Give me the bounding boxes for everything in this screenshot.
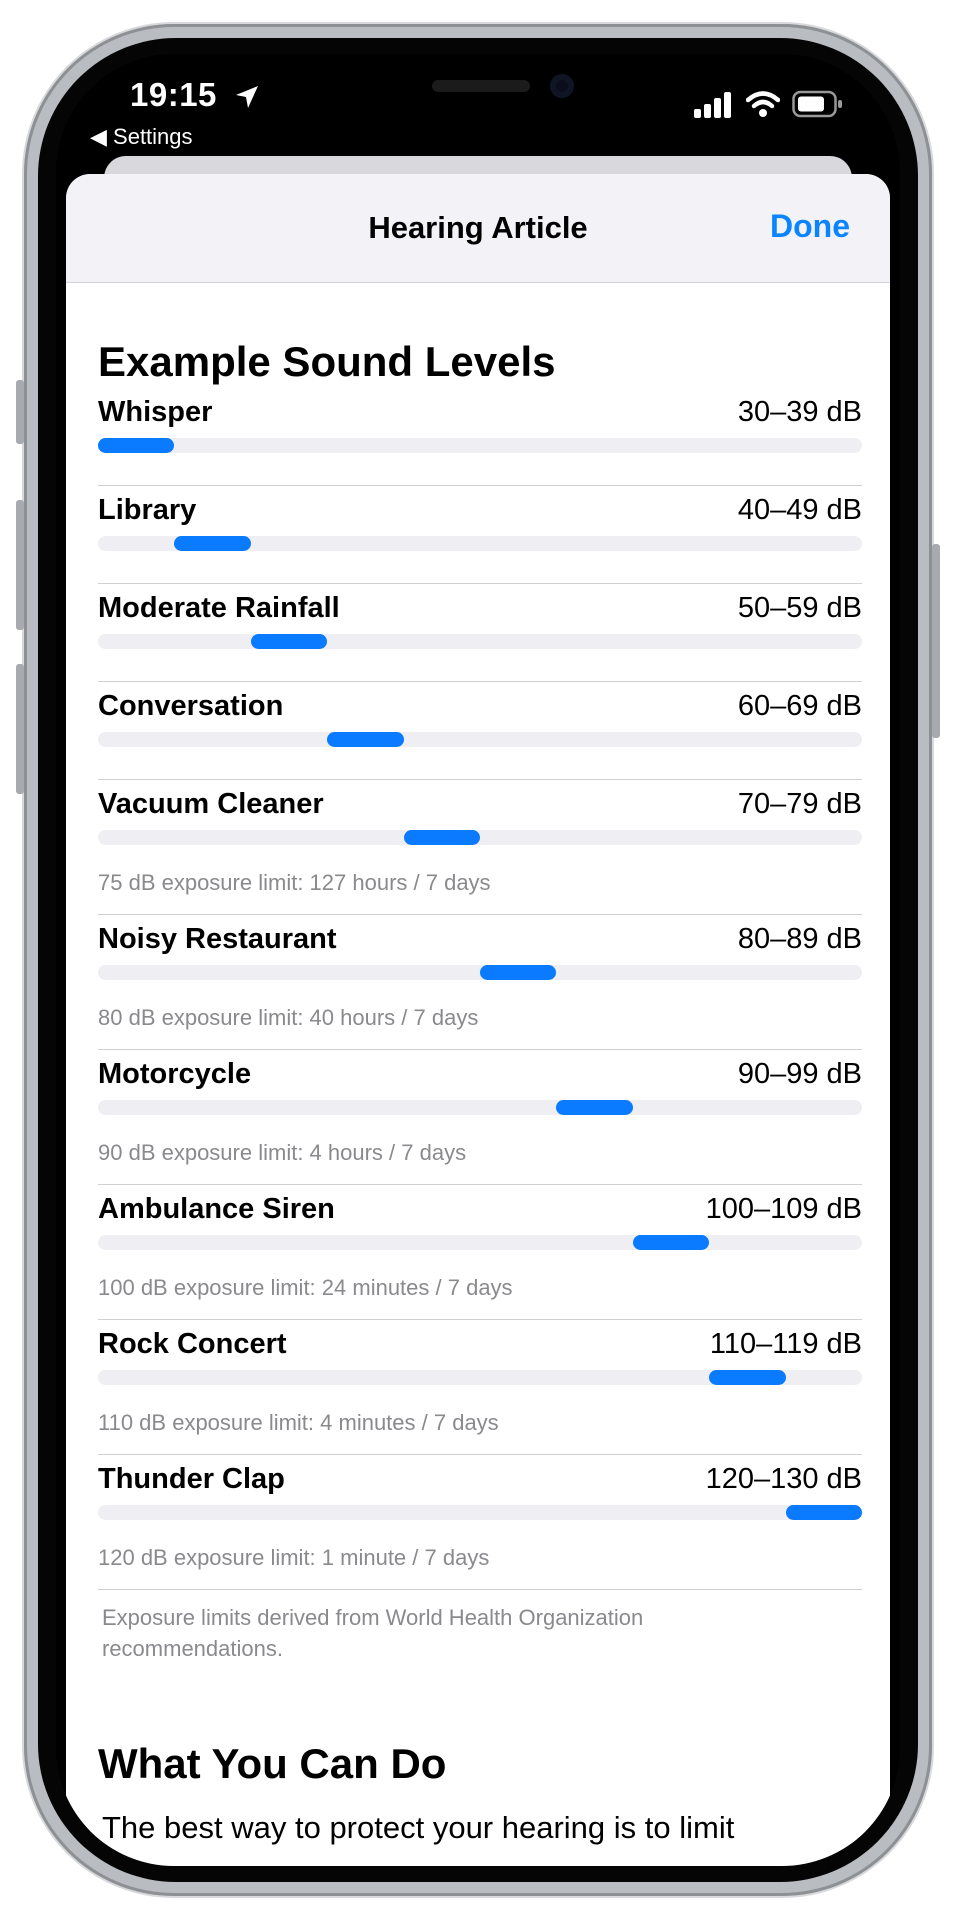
section-title-sound-levels: Example Sound Levels xyxy=(98,338,556,385)
article-sheet xyxy=(66,174,890,1866)
earpiece-speaker xyxy=(432,80,530,92)
level-track xyxy=(98,634,862,649)
sound-level-row xyxy=(98,584,862,682)
sound-level-row xyxy=(98,1185,862,1320)
decibel-range: 80–89 dB xyxy=(737,923,862,955)
sound-source-label: Thunder Clap xyxy=(98,1463,285,1495)
level-track xyxy=(98,438,862,453)
sound-source-label: Motorcycle xyxy=(98,1058,252,1090)
decibel-range: 90–99 dB xyxy=(737,1058,862,1090)
decibel-range: 40–49 dB xyxy=(737,494,862,526)
level-indicator xyxy=(480,965,556,980)
level-indicator xyxy=(786,1505,862,1520)
exposure-limit-text: 75 dB exposure limit: 127 hours / 7 days xyxy=(98,870,491,895)
sound-level-row xyxy=(98,486,862,584)
status-bar xyxy=(56,54,900,154)
exposure-limit-text: 80 dB exposure limit: 40 hours / 7 days xyxy=(98,1005,479,1030)
back-to-settings-link[interactable]: ◀ Settings xyxy=(90,124,193,149)
volume-down-button xyxy=(16,664,24,794)
decibel-range: 30–39 dB xyxy=(737,396,862,428)
exposure-limit-text: 90 dB exposure limit: 4 hours / 7 days xyxy=(98,1140,467,1165)
front-camera xyxy=(550,74,574,98)
sound-source-label: Noisy Restaurant xyxy=(98,923,337,955)
article-content xyxy=(98,282,862,1848)
sound-source-label: Whisper xyxy=(98,396,213,428)
done-button[interactable]: Done xyxy=(770,208,850,244)
sound-level-list xyxy=(98,388,862,1590)
sound-source-label: Moderate Rainfall xyxy=(98,592,340,624)
sound-level-row xyxy=(98,780,862,915)
level-track xyxy=(98,1370,862,1385)
decibel-range: 70–79 dB xyxy=(737,788,862,820)
side-button xyxy=(932,544,940,738)
decibel-range: 50–59 dB xyxy=(737,592,862,624)
decibel-range: 100–109 dB xyxy=(705,1193,862,1225)
sound-level-row xyxy=(98,1050,862,1185)
decibel-range: 60–69 dB xyxy=(737,690,862,722)
level-indicator xyxy=(98,438,174,453)
sound-level-row xyxy=(98,1320,862,1455)
cellular-signal-icon xyxy=(694,92,734,118)
decibel-range: 110–119 dB xyxy=(709,1328,862,1360)
level-track xyxy=(98,1235,862,1250)
exposure-limit-text: 120 dB exposure limit: 1 minute / 7 days xyxy=(98,1545,490,1570)
level-track xyxy=(98,732,862,747)
nav-title: Hearing Article xyxy=(368,210,588,245)
sound-source-label: Vacuum Cleaner xyxy=(98,788,324,820)
wifi-icon xyxy=(746,90,780,118)
level-track xyxy=(98,965,862,980)
level-track xyxy=(98,830,862,845)
sound-source-label: Library xyxy=(98,494,197,526)
level-indicator xyxy=(404,830,480,845)
battery-icon xyxy=(792,90,844,118)
level-indicator xyxy=(251,634,327,649)
ring-switch xyxy=(16,380,24,444)
sound-source-label: Conversation xyxy=(98,690,284,722)
level-indicator xyxy=(174,536,250,551)
sound-level-row xyxy=(98,915,862,1050)
level-indicator xyxy=(709,1370,785,1385)
sound-source-label: Ambulance Siren xyxy=(98,1193,335,1225)
level-track xyxy=(98,1100,862,1115)
screen xyxy=(56,54,900,1866)
decibel-range: 120–130 dB xyxy=(705,1463,862,1495)
sound-level-row xyxy=(98,388,862,486)
location-arrow-icon xyxy=(234,84,260,110)
footnote: Exposure limits derived from World Health Organization recommendations. xyxy=(102,1605,644,1661)
status-time: 19:15 xyxy=(130,76,217,113)
level-indicator xyxy=(556,1100,632,1115)
volume-up-button xyxy=(16,500,24,630)
level-indicator xyxy=(327,732,403,747)
nav-bar xyxy=(66,174,890,283)
exposure-limit-text: 110 dB exposure limit: 4 minutes / 7 days xyxy=(98,1410,499,1435)
level-indicator xyxy=(633,1235,709,1250)
sound-level-row xyxy=(98,682,862,780)
level-track xyxy=(98,1505,862,1520)
sound-level-row xyxy=(98,1455,862,1590)
level-track xyxy=(98,536,862,551)
section-title-what-you-can-do: What You Can Do xyxy=(98,1740,447,1787)
exposure-limit-text: 100 dB exposure limit: 24 minutes / 7 days xyxy=(98,1275,513,1300)
sound-source-label: Rock Concert xyxy=(98,1328,287,1360)
section-body: The best way to protect your hearing is to limit xyxy=(102,1810,735,1845)
